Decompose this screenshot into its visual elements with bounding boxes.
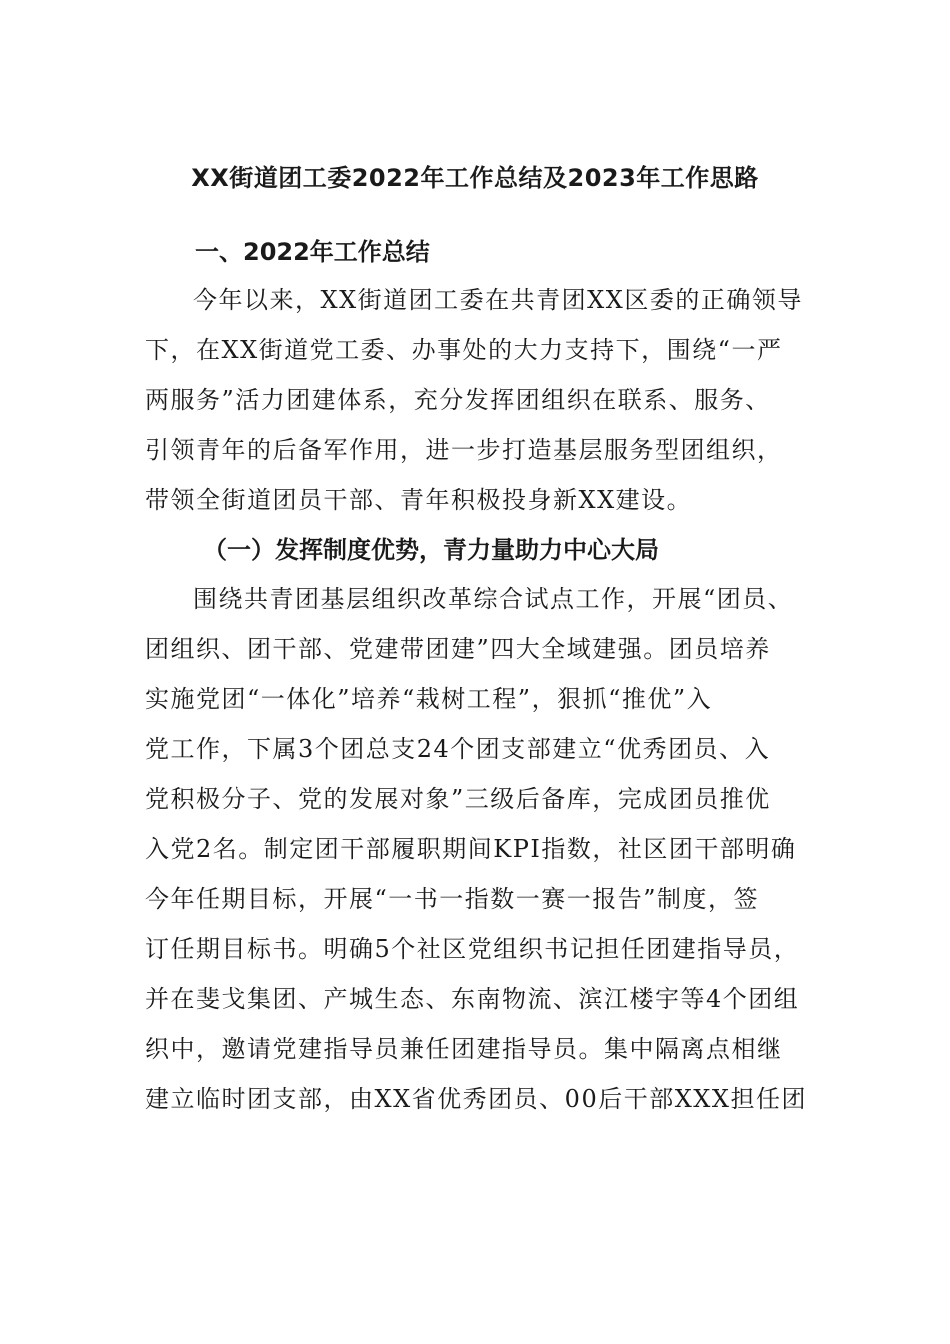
subsection-heading-institutional-advantage: （一）发挥制度优势，青力量助力中心大局 — [203, 536, 659, 564]
paragraph-line: 带领全街道团员干部、青年积极投身新XX建设。 — [145, 486, 693, 514]
section-heading-work-summary: 一、2022年工作总结 — [195, 238, 430, 266]
paragraph-line: 团组织、团干部、党建带团建”四大全域建强。团员培养 — [145, 635, 771, 663]
paragraph-line: 今年以来，XX街道团工委在共青团XX区委的正确领导 — [193, 286, 803, 314]
paragraph-line: 今年任期目标，开展“一书一指数一赛一报告”制度，签 — [145, 885, 760, 913]
paragraph-line: 建立临时团支部，由XX省优秀团员、00后干部XXX担任团 — [145, 1085, 807, 1113]
document-title: XX街道团工委2022年工作总结及2023年工作思路 — [191, 164, 759, 192]
paragraph-line: 下，在XX街道党工委、办事处的大力支持下，围绕“一严 — [145, 336, 783, 364]
paragraph-intro — [145, 275, 810, 525]
paragraph-line: 党工作，下属3个团总支24个团支部建立“优秀团员、入 — [145, 735, 771, 763]
paragraph-line: 入党2名。制定团干部履职期间KPI指数，社区团干部明确 — [145, 835, 797, 863]
paragraph-line: 织中，邀请党建指导员兼任团建指导员。集中隔离点相继 — [145, 1035, 783, 1063]
paragraph-line: 并在斐戈集团、产城生态、东南物流、滨江楼宇等4个团组 — [145, 985, 800, 1013]
paragraph-line: 实施党团“一体化”培养“栽树工程”，狠抓“推优”入 — [145, 685, 713, 713]
paragraph-line: 订任期目标书。明确5个社区党组织书记担任团建指导员， — [145, 935, 800, 963]
paragraph-line: 引领青年的后备军作用，进一步打造基层服务型团组织， — [145, 436, 783, 464]
paragraph-line: 两服务”活力团建体系，充分发挥团组织在联系、服务、 — [145, 386, 771, 414]
paragraph-line: 围绕共青团基层组织改革综合试点工作，开展“团员、 — [193, 585, 794, 613]
paragraph-line: 党积极分子、党的发展对象”三级后备库，完成团员推优 — [145, 785, 771, 813]
paragraph-body — [145, 574, 810, 1124]
